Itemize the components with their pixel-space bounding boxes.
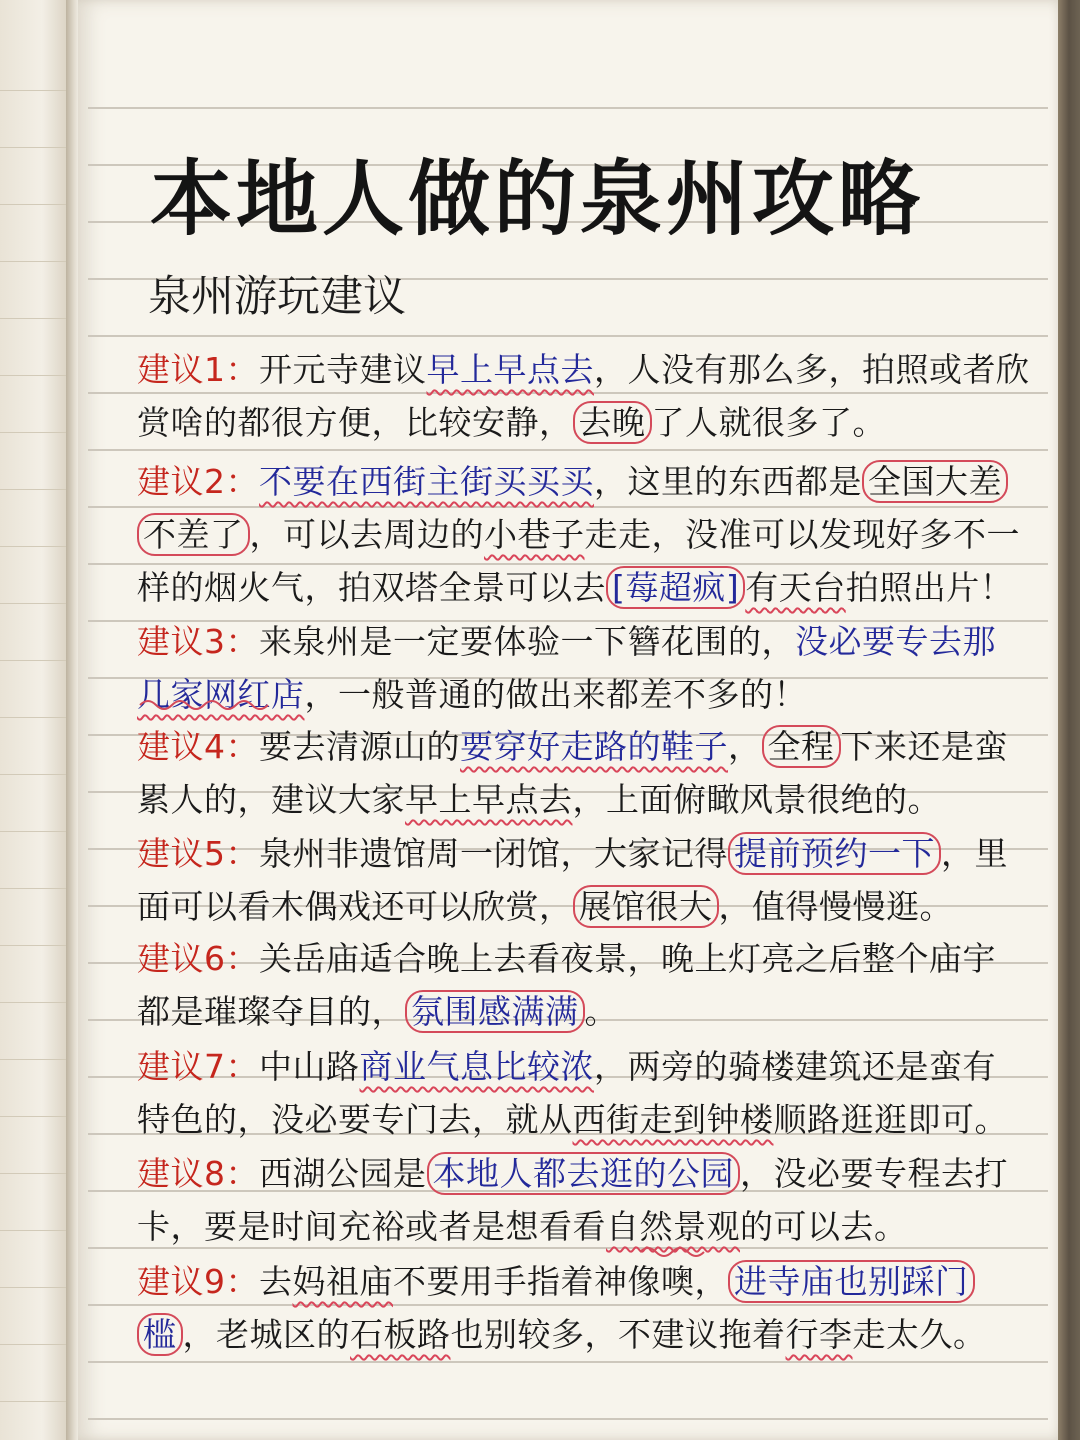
faint-ruled-line [0,1344,70,1345]
faint-ruled-line [0,204,70,205]
underlined-text: 行李 [785,1315,853,1354]
tip-item [137,455,1020,614]
tip-text: 下来还是蛮 [840,727,1008,766]
underlined-text: 小巷子 [484,515,585,554]
tip-item [137,1040,1017,1146]
ruled-line [88,1361,1048,1363]
tip-text: 顺路逛逛即可。 [773,1100,1008,1139]
tip-text: 关岳庙适合晚上去看夜景，晚上灯亮之后整个庙宇 [259,939,996,978]
circled-text: 展馆很大 [573,885,719,928]
tip-label: 建议6： [137,939,259,978]
faint-ruled-line [0,546,70,547]
faint-ruled-line [0,1173,70,1174]
faint-ruled-line [0,261,70,262]
tip-text: 了人就很多了。 [651,403,886,442]
tip-text: 走太久。 [852,1315,987,1354]
tip-item [137,932,1017,1038]
tip-text: 走走，没准可以发现好多不一 [584,515,1020,554]
highlighted-text: 没必要专去那 [795,622,996,661]
faint-ruled-line [0,774,70,775]
tip-text: 累人的，建议大家 [137,780,405,819]
underlined-text: 几家网红店 [137,675,305,714]
circled-text: [莓超疯] [606,566,745,609]
circled-text: 进寺庙也别踩门 [728,1260,975,1303]
circled-text: 本地人都去逛的公园 [427,1152,741,1195]
tip-text: 要去清源山的 [259,727,460,766]
tip-text: 。 [584,992,618,1031]
tip-item [137,1255,1017,1361]
tip-line [137,561,1017,614]
tip-line [137,668,1017,721]
ruled-line [88,107,1048,109]
tip-label: 建议7： [137,1047,259,1086]
tip-line [137,1040,1017,1093]
faint-ruled-line [0,1116,70,1117]
circled-text: 全国大差 [862,460,1008,503]
tip-label: 建议2： [137,462,259,501]
tip-text: 不要用手指着神像噢， [393,1262,728,1301]
faint-ruled-line [0,318,70,319]
tip-text: 面可以看木偶戏还可以欣赏， [137,887,573,926]
tip-text: 卡，要是时间充裕或者是想看看 [137,1207,606,1246]
underlined-text: 要穿好走路的鞋子 [460,727,728,766]
tip-text: ，一般普通的做出来都差不多的！ [304,675,807,714]
tip-line [137,985,1017,1038]
circled-text: 不差了 [137,513,250,556]
ruled-line [88,1418,1048,1420]
tip-label: 建议8： [137,1154,259,1193]
tip-text: 开元寺建议 [259,350,427,389]
circled-text: 全程 [762,725,841,768]
underlined-text: 商业气息比较浓 [359,1047,594,1086]
tip-text: 泉州非遗馆周一闭馆，大家记得 [259,834,728,873]
tip-item [137,827,1017,933]
page-title: 本地人做的泉州攻略 [150,152,925,247]
underlined-text: 西街走到钟楼 [572,1100,774,1139]
tip-line [137,720,1017,773]
circled-text: 槛 [137,1313,183,1356]
tip-item [137,720,1017,826]
tip-text: 的可以去。 [740,1207,908,1246]
tip-line [137,615,1017,668]
faint-ruled-line [0,90,70,91]
faint-ruled-line [0,1002,70,1003]
tip-label: 建议5： [137,834,259,873]
tip-text: 特色的，没必要专门去，就从 [137,1100,573,1139]
tip-line [137,880,1017,933]
circled-text: 提前预约一下 [728,832,941,875]
tip-text: 也别较多，不建议拖着 [450,1315,786,1354]
tip-label: 建议1： [137,350,259,389]
underlined-text: 早上早点去 [405,780,573,819]
underlined-text: 自然景观 [606,1207,740,1246]
tip-label: 建议4： [137,727,259,766]
tip-line [137,1093,1017,1146]
tip-line [137,343,1030,396]
underlined-text: 不要在西街主街买买买 [259,462,594,501]
tip-text: 去 [259,1262,293,1301]
ruled-line [88,335,1048,337]
tip-text: ，老城区的 [182,1315,350,1354]
tip-line [137,932,1017,985]
faint-ruled-line [0,1230,70,1231]
faint-ruled-line [0,717,70,718]
tip-label: 建议9： [137,1262,259,1301]
ruled-line [88,449,1048,451]
underlined-text: 早上早点去 [426,350,594,389]
tip-line [137,827,1017,880]
faint-ruled-line [0,660,70,661]
tip-text: ，可以去周边的 [249,515,484,554]
tip-text: ，这里的东西都是 [594,462,862,501]
tip-item [137,615,1017,721]
tip-text: ， [728,727,762,766]
faint-ruled-line [0,147,70,148]
faint-ruled-line [0,375,70,376]
tip-line [137,1255,1017,1308]
faint-ruled-line [0,432,70,433]
faint-ruled-line [0,1059,70,1060]
faint-ruled-line [0,888,70,889]
tip-text: 拍照出片！ [845,568,1014,607]
tip-text: ，两旁的骑楼建筑还是蛮有 [594,1047,996,1086]
faint-ruled-line [0,1401,70,1402]
tip-text: 西湖公园是 [259,1154,427,1193]
underlined-text: 妈祖庙 [292,1262,393,1301]
tip-line [137,1308,1017,1361]
tip-item [137,1147,1017,1253]
tip-label: 建议3： [137,622,259,661]
tip-line [137,455,1017,508]
tip-text: ，上面俯瞰风景很绝的。 [572,780,941,819]
tip-text: ，值得慢慢逛。 [718,887,953,926]
tip-text: ，没必要专程去打 [740,1154,1008,1193]
faint-ruled-line [0,603,70,604]
tip-text: 来泉州是一定要体验一下簪花围的， [259,622,795,661]
tip-text: ，里 [941,834,1008,873]
tip-text: 都是璀璨夺目的， [137,992,405,1031]
tip-text: 赏啥的都很方便，比较安静， [137,403,573,442]
underlined-text: 石板路 [350,1315,451,1354]
faint-ruled-line [0,831,70,832]
tip-line [137,1200,1017,1253]
tip-line [137,396,1017,449]
faint-ruled-line [0,1287,70,1288]
faint-ruled-line [0,945,70,946]
tip-line [137,508,1020,561]
tip-text: 中山路 [259,1047,360,1086]
circled-text: 去晚 [573,401,652,444]
desk-edge [1058,0,1080,1440]
tip-line [137,1147,1017,1200]
left-notebook-page [0,0,70,1440]
tip-item [137,343,1030,449]
section-heading: 泉州游玩建议 [148,272,406,322]
faint-ruled-line [0,489,70,490]
tip-text: 样的烟火气，拍双塔全景可以去 [137,568,606,607]
tip-text: ，人没有那么多，拍照或者欣 [594,350,1030,389]
tip-line [137,773,1017,826]
circled-text: 氛围感满满 [405,990,585,1033]
underlined-text: 有天台 [745,568,846,607]
